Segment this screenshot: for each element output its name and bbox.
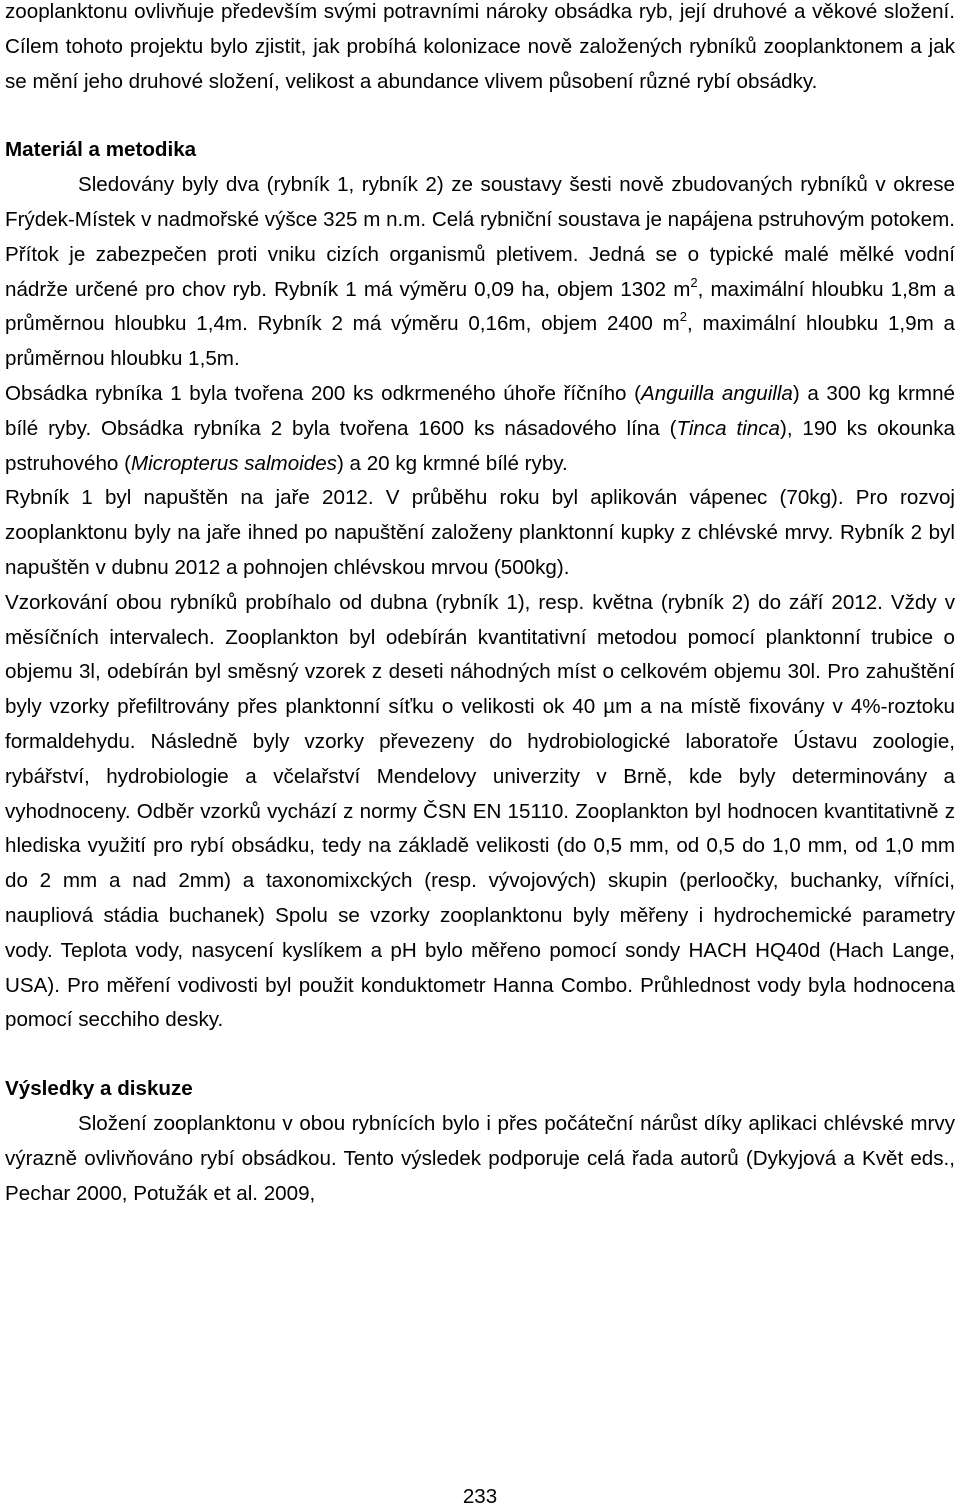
- stock-text: ) a 20 kg krmné bílé ryby.: [336, 451, 568, 475]
- methods-ponds-text-a: Sledovány byly dva (rybník 1, rybník 2) ze soustavy šesti nově zbudovaných rybníků v okrese Frýdek-Místek v nadmořské výšce 325 m n.m. Celá rybniční soustava je napájena pstruhovým potokem. Přítok je zabezpečen proti vniku cizích organismů pletivem. Jedná se o typické malé mělké vodní nádrže určené pro chov ryb. Rybník 1 má výměru 0,09 ha, objem 1302 m: [5, 173, 956, 301]
- stock-text: ), 190 ks okounka pstruhového (: [5, 416, 955, 475]
- superscript-exponent: 2: [690, 274, 698, 290]
- page-number: 233: [462, 1485, 498, 1508]
- species-name: Micropterus salmoides: [130, 451, 337, 475]
- section-heading-results: Výsledky a diskuze: [5, 1077, 193, 1101]
- methods-paragraph-stock: [5, 377, 955, 481]
- stock-text: Obsádka rybníka 1 byla tvořena 200 ks odkrmeného úhoře říčního (: [5, 381, 641, 405]
- methods-ponds-text-c: , maximální hloubku 1,9m a průměrnou hloubku 1,5m.: [5, 312, 955, 371]
- superscript-exponent: 2: [679, 309, 687, 325]
- methods-paragraph-sampling: Vzorkování obou rybníků probíhalo od dubna (rybník 1), resp. května (rybník 2) do září 2012. Vždy v měsíčních intervalech. Zooplankton byl odebírán kvantitativní metodou pomocí planktonní trubice o objemu 3l, odebírán byl směsný vzorek z deseti náhodných míst o celkovém objemu 30l. Pro zahuštění byly vzorky přefiltrovány přes planktonní síťku o velikosti ok 40 µm a na místě fixovány v 4%-roztoku formaldehydu. Následně byly vzorky převezeny do hydrobiologické laboratoře Ústavu zoologie, rybářství, hydrobiologie a včelařství Mendelovy univerzity v Brně, kde byly determinovány a vyhodnoceny. Odběr vzorků vychází z normy ČSN EN 15110. Zooplankton byl hodnocen kvantitativně z hlediska využití pro rybí obsádku, tedy na základě velikosti (do 0,5 mm, od 0,5 do 1,0 mm, od 1,0 mm do 2 mm a nad 2mm) a taxonomixckých (resp. vývojových) skupin (perloočky, buchanky, vířníci, naupliová stádia buchanek) Spolu se vzorky zooplanktonu byly měřeny i hydrochemické parametry vody. Teplota vody, nasycení kyslíkem a pH bylo měřeno pomocí sondy HACH HQ40d (Hach Lange, USA). Pro měření vodivosti byl použit konduktometr Hanna Combo. Průhlednost vody byla hodnocena pomocí secchiho desky.: [5, 590, 955, 1032]
- results-paragraph: Složení zooplanktonu v obou rybnících bylo i přes počáteční nárůst díky aplikaci chlévské mrvy výrazně ovlivňováno rybí obsádkou. Tento výsledek podporuje celá řada autorů (Dykyjová a Květ eds., Pechar 2000, Potužák et al. 2009,: [5, 1111, 955, 1205]
- stock-text: ) a 300 kg krmné bílé ryby. Obsádka rybníka 2 byla tvořena 1600 ks násadového lína (: [5, 381, 955, 440]
- methods-paragraph-ponds: [5, 168, 955, 377]
- species-name: Anguilla anguilla: [640, 381, 793, 405]
- intro-paragraph: zooplanktonu ovlivňuje především svými potravními nároky obsádka ryb, její druhové a věkové složení. Cílem tohoto projektu bylo zjistit, jak probíhá kolonizace nově založených rybníků zooplanktonem a jak se mění jeho druhové složení, velikost a abundance vlivem působení různé rybí obsádky.: [5, 0, 955, 93]
- section-heading-methods: Materiál a metodika: [5, 138, 197, 162]
- document-page: [5, 0, 955, 1211]
- methods-paragraph-filling: Rybník 1 byl napuštěn na jaře 2012. V průběhu roku byl aplikován vápenec (70kg). Pro rozvoj zooplanktonu byly na jaře ihned po napuštění založeny planktonní kupky z chlévské mrvy. Rybník 2 byl napuštěn v dubnu 2012 a pohnojen chlévskou mrvou (500kg).: [5, 486, 955, 579]
- methods-ponds-text-b: , maximální hloubku 1,8m a průměrnou hloubku 1,4m. Rybník 2 má výměru 0,16m, objem 2400 m: [5, 277, 955, 336]
- species-name: Tinca tinca: [676, 416, 780, 440]
